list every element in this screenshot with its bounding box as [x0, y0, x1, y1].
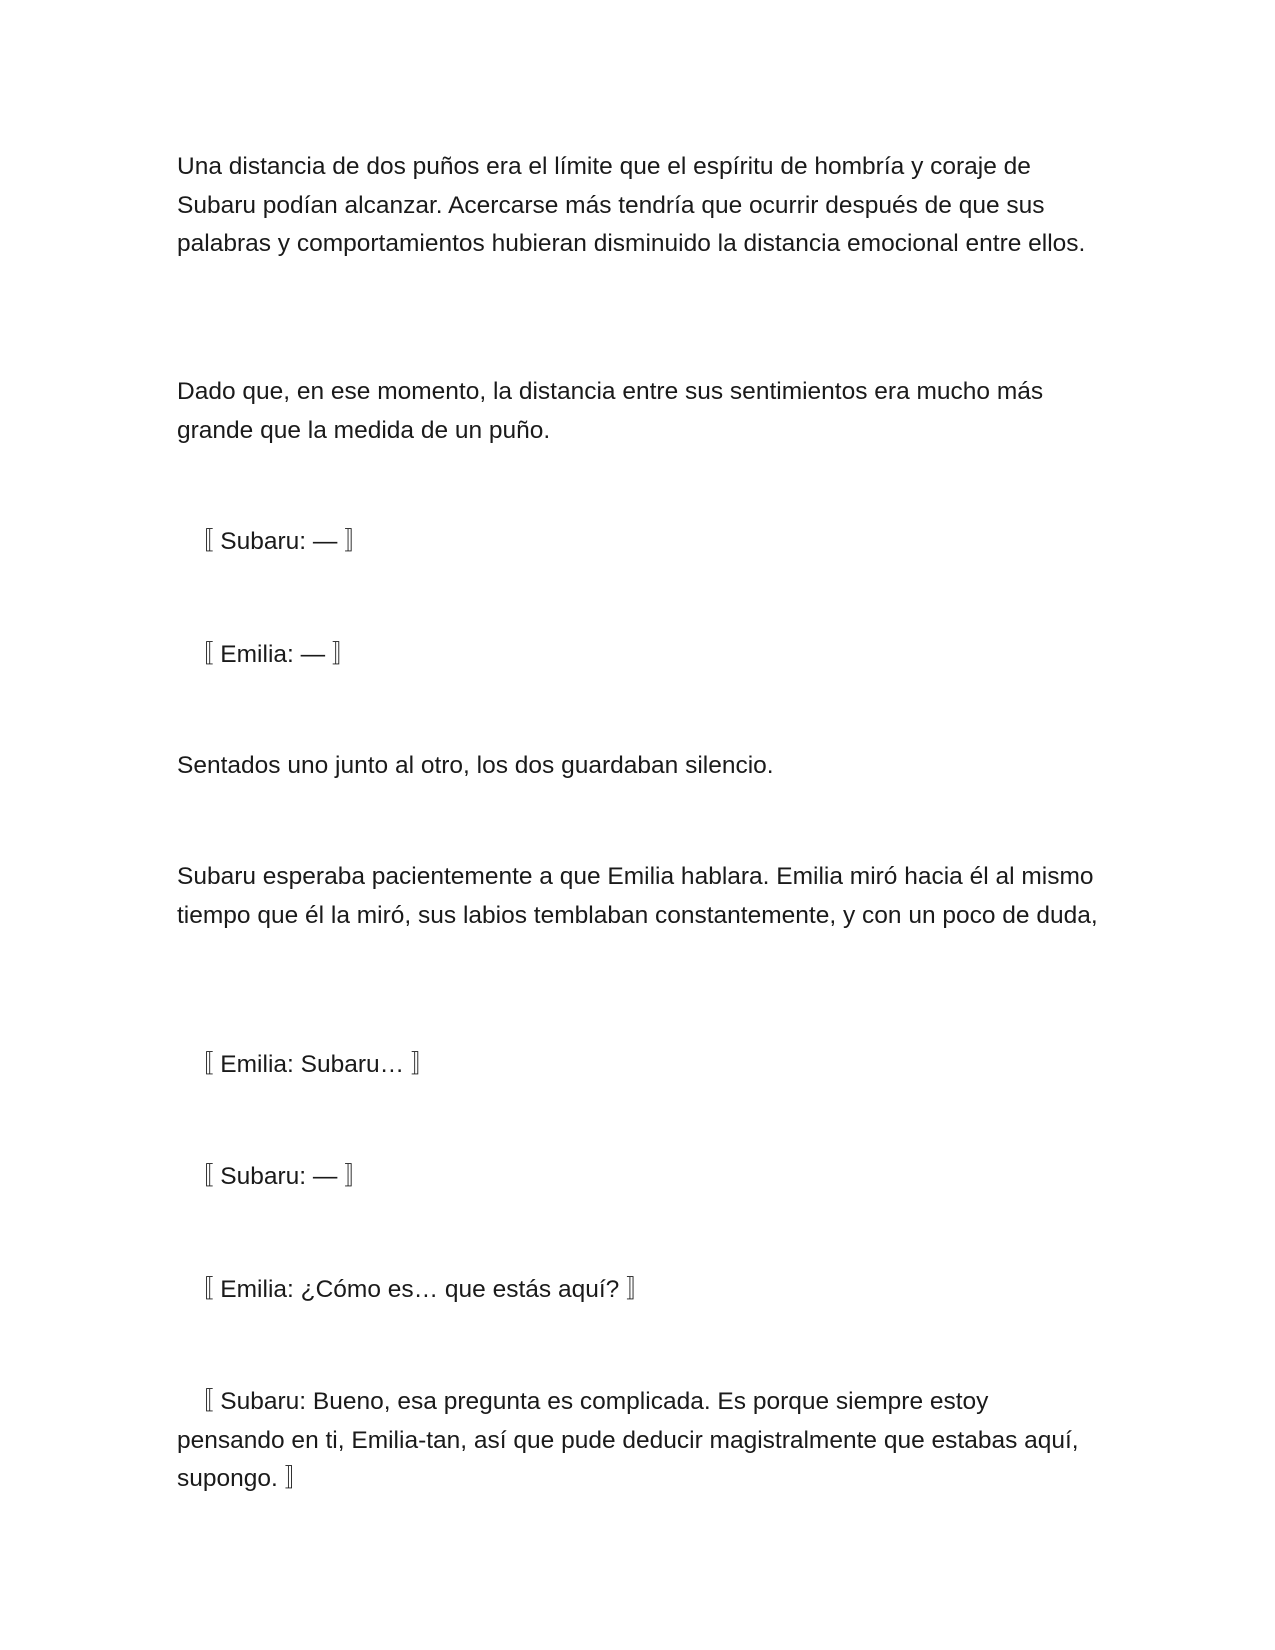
- narration-paragraph: Dado que, en ese momento, la distancia entre sus sentimientos era mucho más grande que la medida de un puño.: [177, 378, 1044, 444]
- narration-paragraph: Una distancia de dos puños era el límite que el espíritu de hombría y coraje de Subaru podían alcanzar. Acercarse más tendría que ocurrir después de que sus palabras y comportamientos hubieran disminuido la distancia emocional entre ellos.: [177, 153, 1086, 257]
- dialogue-line: 〚 Emilia: ¿Cómo es… que estás aquí? 〛: [189, 1276, 651, 1303]
- narration-paragraph: Sentados uno junto al otro, los dos guardaban silencio.: [177, 752, 774, 779]
- dialogue-line: 〚 Subaru: — 〛: [189, 1163, 369, 1190]
- narration-paragraph: Subaru esperaba pacientemente a que Emilia hablara. Emilia miró hacia él al mismo tiempo que él la miró, sus labios temblaban constantemente, y con un poco de duda,: [177, 863, 1098, 929]
- dialogue-line: 〚 Emilia: Subaru… 〛: [189, 1051, 436, 1078]
- dialogue-line: 〚 Subaru: — 〛: [189, 528, 369, 555]
- dialogue-line: 〚 Emilia: — 〛: [189, 641, 357, 668]
- dialogue-line: 〚 Subaru: Bueno, esa pregunta es complicada. Es porque siempre estoy pensando en ti, Emilia-tan, así que pude deducir magistralmente que estabas aquí, supongo. 〛: [177, 1388, 1079, 1492]
